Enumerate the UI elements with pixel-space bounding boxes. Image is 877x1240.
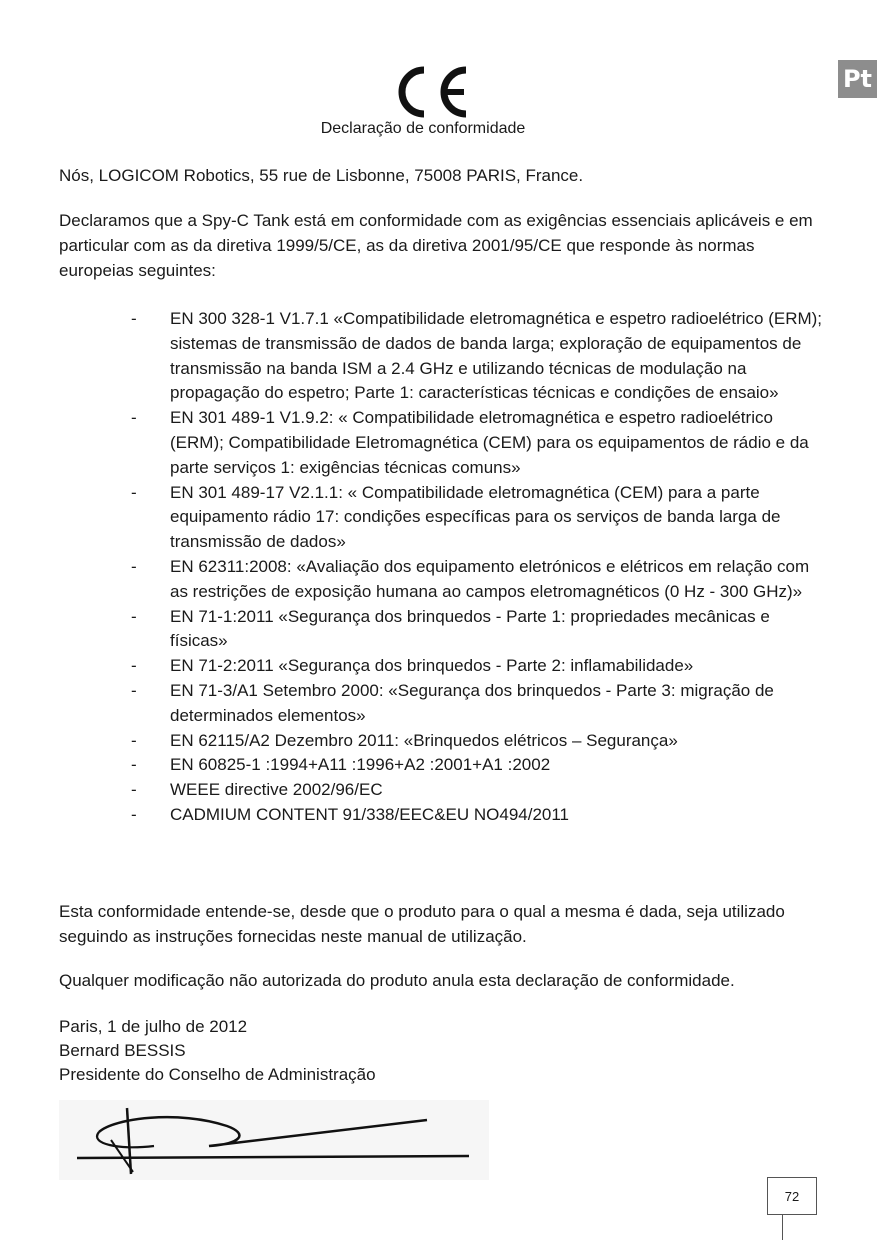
company-statement: Nós, LOGICOM Robotics, 55 rue de Lisbonne, 75008 PARIS, France. <box>59 166 584 185</box>
list-item: - CADMIUM CONTENT 91/338/EEC&EU NO494/2011 <box>131 804 570 824</box>
conformity-note: Esta conformidade entende-se, desde que o produto para o qual a mesma é dada, seja utilizado seguindo as instruções fornecidas neste manual de utilização. <box>59 902 785 946</box>
list-item: - EN 62311:2008: «Avaliação dos equipamento eletrónicos e elétricos em relação com as restrições de exposição humana ao campos eletromagnéticos (0 Hz - 300 GHz)» <box>131 556 810 601</box>
norms-list <box>59 307 829 828</box>
list-item: - EN 71-3/A1 Setembro 2000: «Segurança dos brinquedos - Parte 3: migração de determinados elementos» <box>131 680 774 725</box>
signatory-role: Presidente do Conselho de Administração <box>59 1065 376 1084</box>
modification-note: Qualquer modificação não autorizada do produto anula esta declaração de conformidade. <box>59 971 735 990</box>
list-item: - EN 71-1:2011 «Segurança dos brinquedos - Parte 1: propriedades mecânicas e físicas» <box>131 606 770 651</box>
list-item: - EN 62115/A2 Dezembro 2011: «Brinquedos elétricos – Segurança» <box>131 730 678 750</box>
place-date: Paris, 1 de julho de 2012 <box>59 1017 248 1036</box>
declaration-text: Declaramos que a Spy-C Tank está em conformidade com as exigências essenciais aplicáveis e em particular com as da diretiva 1999/5/CE, as da diretiva 2001/95/CE que responde às normas europeias seguintes: <box>59 211 813 280</box>
ce-mark-icon <box>388 64 470 120</box>
signature-image <box>59 1100 489 1180</box>
list-item: - EN 71-2:2011 «Segurança dos brinquedos - Parte 2: inflamabilidade» <box>131 656 694 676</box>
language-tab: Pt <box>838 60 877 98</box>
page-number: 72 <box>767 1177 817 1215</box>
list-item: - WEEE directive 2002/96/EC <box>131 780 383 800</box>
list-item: - EN 301 489-17 V2.1.1: « Compatibilidade eletromagnética (CEM) para a parte equipamento rádio 17: condições específicas para os serviços de banda larga de transmissão de dados» <box>131 482 781 552</box>
signature-block <box>59 1015 376 1087</box>
page-number-stem <box>782 1214 783 1240</box>
list-item: - EN 301 489-1 V1.9.2: « Compatibilidade eletromagnética e espetro radioelétrico (ERM); Compatibilidade Eletromagnética (CEM) para os equipamentos de rádio e da parte serviços 1: exigências técnicas comuns» <box>131 408 809 477</box>
list-item: - EN 60825-1 :1994+A11 :1996+A2 :2001+A1 :2002 <box>131 755 551 775</box>
list-item: - EN 300 328-1 V1.7.1 «Compatibilidade eletromagnética e espetro radioelétrico (ERM); sistemas de transmissão de dados de banda larga; exploração de equipamentos de transmissão na banda ISM a 2.4 GHz e utilizando técnicas de modulação na propagação do espetro; Parte 1: características técnicas e condições de ensaio» <box>131 309 823 403</box>
page-title: Declaração de conformidade <box>320 120 526 137</box>
signatory-name: Bernard BESSIS <box>59 1041 186 1060</box>
